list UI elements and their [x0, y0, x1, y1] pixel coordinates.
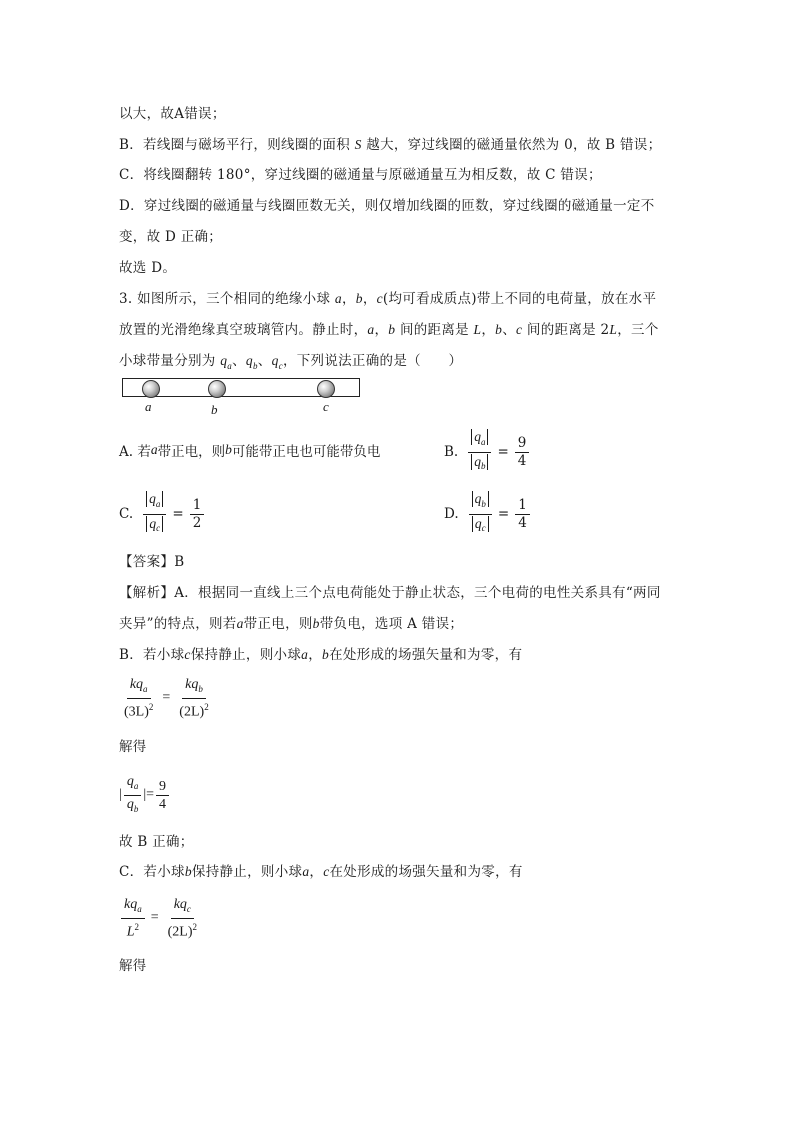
- exponent: 2: [192, 921, 198, 932]
- denominator: (2L): [167, 924, 193, 940]
- answer-line: 【答案】B: [119, 554, 185, 570]
- var-q: q: [149, 491, 156, 506]
- var-a: a: [236, 616, 244, 631]
- var-q: q: [179, 897, 187, 912]
- var-b: b: [388, 322, 396, 337]
- text-span: ，下列说法正确的是（ ）: [282, 353, 463, 369]
- exponent: 2: [148, 701, 154, 712]
- exponent: 2: [204, 701, 209, 712]
- question-3-line-1: [119, 289, 656, 309]
- question-3-line-3: [119, 351, 462, 377]
- text-line: 故 B 正确；: [119, 834, 194, 850]
- result-1: | $\frac{q_a}{q_b}$ |= $\frac{9}{4}$: [119, 773, 171, 818]
- numerator: 1: [190, 497, 205, 515]
- sub-b: b: [252, 360, 258, 371]
- text-span: 、: [232, 353, 246, 369]
- var-k: k: [185, 677, 192, 692]
- text-line: 变，故 D 正确；: [119, 229, 223, 245]
- var-k: k: [173, 897, 180, 912]
- text-span: ，三个: [617, 322, 659, 338]
- text-span: 、: [257, 353, 272, 369]
- text-span: 越大，穿过线圈的磁通量依然为 0，故 B 错误；: [366, 137, 662, 153]
- text-span: A. 若: [119, 444, 151, 460]
- var-a: a: [302, 864, 310, 879]
- fraction: [121, 676, 156, 720]
- var-qb: q: [245, 353, 253, 368]
- var-q: q: [474, 453, 481, 469]
- var-c: c: [184, 647, 191, 662]
- text-span: 放置的光滑绝缘真空玻璃管内。静止时，: [119, 322, 368, 338]
- text-span: ，: [308, 647, 322, 663]
- var-k: k: [129, 677, 137, 692]
- text-span: B.: [444, 444, 459, 461]
- numerator: 1: [515, 497, 530, 515]
- explanation-line: 【解析】A．根据同一直线上三个点电荷能处于静止状态，三个电荷的电性关系具有“两同: [119, 585, 661, 601]
- text-span: 带正电，则: [243, 616, 313, 632]
- var-qc: q: [271, 353, 279, 368]
- text-span: 可能带正电也可能带负电: [231, 444, 381, 460]
- explanation-line: [119, 614, 463, 634]
- equation-2: $\frac{kq_a}{L^2}$ = $\frac{kq_c}{(2L)^2}$: [119, 896, 202, 940]
- explanation-line: [119, 862, 523, 882]
- text-span: 间的距离是: [399, 322, 469, 338]
- var-c: c: [516, 322, 523, 337]
- option-a: [119, 440, 380, 460]
- denominator: 4: [518, 514, 527, 531]
- text-line: 以大，故A错误；: [119, 106, 226, 122]
- var-b: b: [184, 864, 192, 879]
- text-span: 、: [502, 322, 517, 338]
- sub-a: a: [143, 683, 148, 694]
- text-span: C.: [119, 506, 134, 523]
- var-qa: q: [220, 353, 228, 368]
- denominator: 4: [159, 796, 167, 812]
- text-line: [119, 135, 661, 155]
- sub-b: b: [198, 683, 203, 694]
- sub-a: a: [155, 498, 161, 509]
- fraction: [469, 490, 492, 538]
- text-span: 带负电，选项 A 错误；: [319, 616, 464, 632]
- var-q: q: [149, 515, 157, 531]
- text-span: ，: [362, 291, 377, 307]
- var-S: S: [354, 137, 362, 152]
- var-k: k: [124, 897, 131, 912]
- var-q: q: [474, 429, 481, 444]
- text-span: 保持静止，则小球: [191, 864, 303, 880]
- fraction: [156, 778, 169, 813]
- sub-c: c: [481, 523, 486, 534]
- sub-c: c: [156, 523, 161, 534]
- var-b: b: [312, 616, 320, 631]
- explanation-line: [119, 645, 522, 665]
- denominator: L: [126, 924, 135, 940]
- text-span: ，: [309, 864, 324, 880]
- text-line: D．穿过线圈的磁通量与线圈匝数无关，则仅增加线圈的匝数，穿过线圈的磁通量一定不: [119, 198, 655, 214]
- question-3-line-2: [119, 320, 659, 340]
- text-span: 带正电，则: [157, 444, 226, 460]
- exponent: 2: [134, 921, 139, 932]
- var-q: q: [126, 796, 134, 812]
- equation-1: $\frac{kq_a}{(3L)^2}$ = $\frac{kq_b}{(2L)^2}$: [119, 676, 214, 720]
- sub-c: c: [186, 903, 191, 914]
- fraction: [190, 497, 205, 532]
- sub-a: a: [227, 360, 233, 371]
- text-line: 解得: [119, 739, 147, 755]
- label-c: c: [323, 399, 329, 414]
- label-b: b: [211, 402, 218, 417]
- var-L: L: [473, 322, 482, 337]
- text-span: (均可看成质点)带上不同的电荷量，放在水平: [382, 291, 657, 307]
- var-c: c: [323, 864, 330, 879]
- var-q: q: [474, 491, 482, 506]
- text-span: 保持静止，则小球: [190, 647, 302, 663]
- text-span: C．若小球: [119, 864, 185, 880]
- text-span: 在处形成的场强矢量和为零，有: [329, 864, 523, 880]
- var-q: q: [191, 677, 199, 692]
- sub-a: a: [480, 436, 486, 447]
- var-c: c: [376, 291, 383, 306]
- var-q: q: [130, 897, 138, 912]
- text-span: 夹异”的特点，则若: [119, 616, 237, 632]
- var-a: a: [301, 647, 309, 662]
- var-b: b: [322, 647, 330, 662]
- var-a: a: [150, 442, 158, 457]
- var-a: a: [367, 322, 375, 337]
- ball-b: [208, 380, 226, 398]
- denominator: (2L): [179, 704, 205, 720]
- var-q: q: [126, 774, 134, 789]
- fraction: [515, 435, 530, 470]
- option-c: C. $\frac{q_a}{q_c}$ = $\frac{1}{2}$: [119, 490, 206, 538]
- text-span: B．若小球: [119, 647, 185, 663]
- numerator: 9: [515, 435, 530, 453]
- sub-a: a: [133, 780, 139, 791]
- denominator: (3L): [124, 704, 149, 720]
- text-span: D.: [444, 506, 459, 523]
- ball-a: [142, 380, 160, 398]
- fraction: [143, 490, 166, 538]
- sub-c: c: [278, 360, 283, 371]
- fraction: [176, 676, 211, 720]
- label-a: a: [145, 399, 152, 414]
- var-b: b: [355, 291, 363, 306]
- text-span: ，: [481, 322, 496, 338]
- fraction: [165, 896, 200, 940]
- var-q: q: [474, 515, 482, 531]
- numerator: 9: [156, 778, 169, 796]
- text-span: 小球带量分别为: [119, 353, 216, 369]
- option-b: B. $\frac{q_a}{q_b}$ = $\frac{9}{4}$: [444, 428, 531, 476]
- var-L: L: [609, 322, 618, 337]
- sub-a: a: [137, 903, 142, 914]
- text-span: ，: [341, 291, 356, 307]
- fraction: [468, 428, 491, 476]
- var-q: q: [136, 677, 144, 692]
- fraction: [515, 497, 530, 532]
- text-span: 在处形成的场强矢量和为零，有: [329, 647, 523, 663]
- text-line: 故选 D。: [119, 260, 177, 276]
- ball-c: [317, 380, 335, 398]
- sub-b: b: [480, 461, 486, 472]
- fraction: [121, 896, 145, 940]
- text-line: 解得: [119, 958, 147, 974]
- var-a: a: [334, 291, 342, 306]
- denominator: 2: [192, 514, 202, 531]
- text-span: B．若线圈与磁场平行，则线圈的面积: [119, 137, 351, 153]
- sub-b: b: [133, 803, 139, 814]
- denominator: 4: [517, 452, 527, 469]
- fraction: [124, 773, 142, 818]
- option-d: D. $\frac{q_b}{q_c}$ = $\frac{1}{4}$: [444, 490, 532, 538]
- text-line: C．将线圈翻转 180°，穿过线圈的磁通量与原磁通量互为相反数，故 C 错误；: [119, 167, 602, 183]
- var-b: b: [225, 442, 232, 457]
- text-span: ，: [374, 322, 389, 338]
- text-span: 间的距离是 2: [526, 322, 610, 338]
- text-span: 3. 如图所示，三个相同的绝缘小球: [119, 291, 331, 307]
- sub-b: b: [481, 498, 486, 509]
- var-b: b: [495, 322, 503, 337]
